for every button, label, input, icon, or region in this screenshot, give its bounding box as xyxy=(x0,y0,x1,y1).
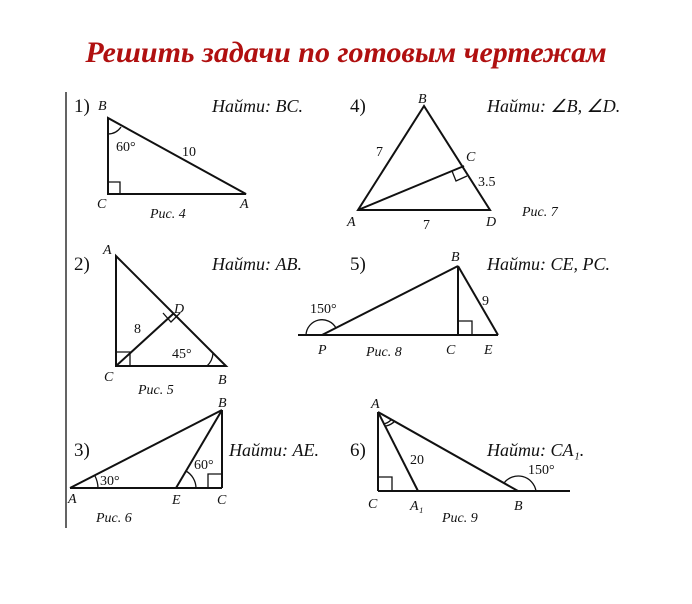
point-B: B xyxy=(218,396,227,411)
task-2-find: Найти: AB. xyxy=(212,254,302,274)
point-B: B xyxy=(218,373,227,388)
point-C: C xyxy=(466,150,476,165)
point-D: D xyxy=(174,302,185,317)
angle-A-label: 30° xyxy=(100,474,120,489)
angle-arc-A xyxy=(95,476,98,488)
point-A: A xyxy=(240,197,249,212)
side-CD-label: 3.5 xyxy=(478,175,496,190)
figure-caption: Рис. 9 xyxy=(442,511,478,526)
task-2 xyxy=(74,243,302,398)
angle-label: 45° xyxy=(172,347,192,362)
segment-BE xyxy=(458,266,498,335)
right-angle-mark xyxy=(108,182,120,194)
task-3 xyxy=(67,396,319,526)
task-4-number: 4) xyxy=(350,96,366,117)
figure-caption: Рис. 4 xyxy=(150,207,186,222)
task-3-number: 3) xyxy=(74,440,90,461)
point-C: C xyxy=(446,343,456,358)
right-angle-mark xyxy=(458,321,472,335)
figure-caption: Рис. 8 xyxy=(366,345,402,360)
segment-CD xyxy=(116,314,173,366)
right-angle-mark xyxy=(378,477,392,491)
point-B: B xyxy=(451,250,460,265)
angle-arc-A2 xyxy=(386,421,395,426)
task-6-find: Найти: CA₁. xyxy=(487,440,585,460)
point-B: B xyxy=(98,99,107,114)
segment-AC xyxy=(358,166,464,210)
task-1-find: Найти: BC. xyxy=(212,96,303,116)
point-D: D xyxy=(486,215,497,230)
point-C: C xyxy=(104,370,114,385)
side-label: 20 xyxy=(410,453,424,468)
task-6-number: 6) xyxy=(350,440,366,461)
segment-PB xyxy=(322,266,458,335)
point-E: E xyxy=(172,493,181,508)
task-2-number: 2) xyxy=(74,254,90,275)
task-3-find: Найти: AE. xyxy=(229,440,319,460)
point-P: P xyxy=(318,343,327,358)
side-AD-label: 7 xyxy=(423,218,430,233)
angle-arc xyxy=(108,127,121,134)
task-4-find: Найти: ∠B, ∠D. xyxy=(487,96,621,116)
task-5 xyxy=(298,250,610,360)
side-label: 9 xyxy=(482,294,489,309)
point-C: C xyxy=(368,497,378,512)
figure-caption: Рис. 5 xyxy=(138,383,174,398)
page-title: Решить задачи по готовым чертежам xyxy=(85,36,607,69)
point-A: A xyxy=(347,215,356,230)
task-1-number: 1) xyxy=(74,96,90,117)
figure-caption: Рис. 6 xyxy=(96,511,132,526)
point-B: B xyxy=(514,499,523,514)
task-4 xyxy=(346,92,620,233)
exterior-angle-arc xyxy=(306,320,336,335)
angle-arc-E xyxy=(186,471,196,488)
side-label: 8 xyxy=(134,322,141,337)
exterior-angle-arc xyxy=(504,476,536,491)
figure-caption: Рис. 7 xyxy=(522,205,558,220)
task-5-find: Найти: CE, PC. xyxy=(487,254,610,274)
point-B: B xyxy=(418,92,427,107)
task-5-number: 5) xyxy=(350,254,366,275)
side-AB-label: 7 xyxy=(376,145,383,160)
point-A: A xyxy=(371,397,380,412)
point-A: A xyxy=(103,243,112,258)
angle-arc xyxy=(207,353,213,366)
task-6 xyxy=(350,397,584,526)
angle-label: 60° xyxy=(116,140,136,155)
point-C: C xyxy=(97,197,107,212)
angle-arc-A xyxy=(383,420,391,424)
angle-label: 150° xyxy=(310,302,337,317)
task-1 xyxy=(74,96,303,222)
point-A: A xyxy=(68,492,77,507)
right-angle-mark xyxy=(452,171,467,181)
triangle-fig5 xyxy=(116,256,226,366)
point-E: E xyxy=(484,343,493,358)
right-angle-mark xyxy=(208,474,222,488)
angle-label: 150° xyxy=(528,463,555,478)
triangle-fig4 xyxy=(108,118,246,194)
angle-E-label: 60° xyxy=(194,458,214,473)
point-A1: A₁ xyxy=(410,499,424,514)
side-label: 10 xyxy=(182,145,196,160)
point-C: C xyxy=(217,493,227,508)
